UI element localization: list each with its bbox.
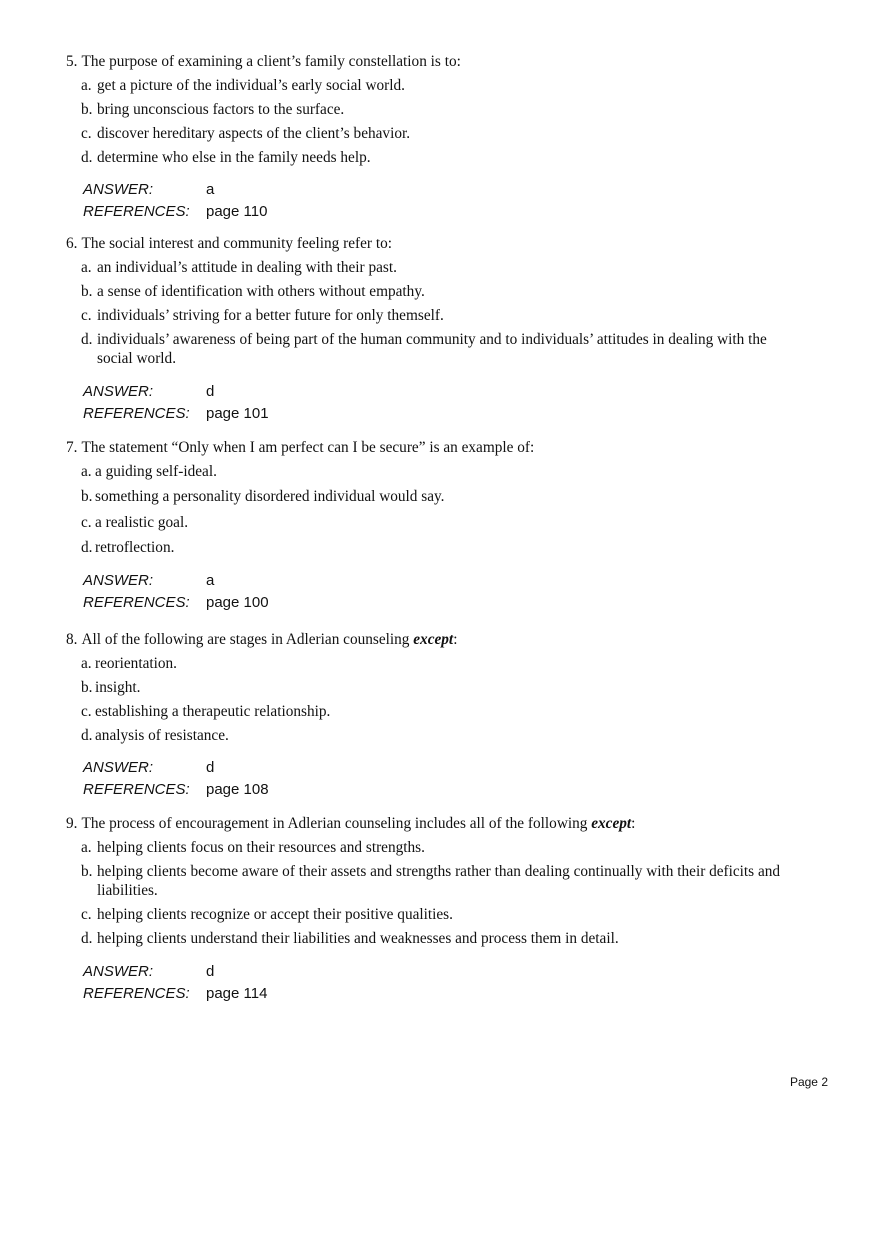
question-text: All of the following are stages in Adlerian counseling bbox=[81, 631, 414, 648]
answer-label: ANSWER: bbox=[83, 181, 154, 198]
question-stem bbox=[66, 438, 806, 457]
references-label: REFERENCES: bbox=[83, 781, 190, 798]
option-c: c. individuals’ striving for a better future for only themself. bbox=[81, 306, 444, 324]
answer-label: ANSWER: bbox=[83, 962, 154, 980]
question-7 bbox=[66, 438, 806, 614]
option-d: d. analysis of resistance. bbox=[81, 726, 229, 744]
question-9 bbox=[66, 814, 806, 1005]
question-text: The statement “Only when I am perfect can I be secure” is an example of: bbox=[81, 439, 535, 456]
option-a: a. get a picture of the individual’s early social world. bbox=[81, 76, 405, 94]
question-number: 6. bbox=[66, 235, 78, 252]
references-value: page 110 bbox=[206, 203, 268, 220]
answer-block bbox=[83, 381, 806, 425]
question-stem: 9. The process of encouragement in Adlerian counseling includes all of the following except: bbox=[66, 815, 636, 832]
option-a: a. helping clients focus on their resources and strengths. bbox=[81, 838, 425, 856]
question-8 bbox=[66, 630, 806, 801]
option-a: a. a guiding self-ideal. bbox=[81, 462, 217, 480]
question-number: 7. bbox=[66, 439, 78, 456]
references-value: page 101 bbox=[206, 404, 269, 422]
answer-block bbox=[83, 570, 806, 614]
question-stem bbox=[66, 234, 806, 253]
question-number: 8. bbox=[66, 631, 78, 648]
question-number: 9. bbox=[66, 815, 78, 832]
answer-label: ANSWER: bbox=[83, 759, 154, 776]
option-d: d. helping clients understand their liabilities and weaknesses and process them in detail. bbox=[81, 930, 619, 947]
page-number: Page 2 bbox=[789, 1075, 828, 1089]
references-label: REFERENCES: bbox=[83, 203, 190, 220]
question-5 bbox=[66, 52, 806, 223]
references-label: REFERENCES: bbox=[83, 984, 190, 1002]
question-stem: 8. All of the following are stages in Adlerian counseling except: bbox=[66, 631, 458, 648]
answer-label: ANSWER: bbox=[83, 382, 154, 400]
references-value: page 100 bbox=[206, 593, 269, 611]
option-c: c. helping clients recognize or accept their positive qualities. bbox=[81, 906, 453, 923]
emphasis-except: except bbox=[591, 815, 632, 832]
option-c: c. discover hereditary aspects of the client’s behavior. bbox=[81, 124, 411, 142]
answer-value: d bbox=[206, 962, 215, 980]
emphasis-except: except bbox=[413, 631, 454, 648]
option-b: b. something a personality disordered individual would say. bbox=[81, 488, 445, 505]
option-b: b. a sense of identification with others without empathy. bbox=[81, 282, 425, 300]
question-text: The purpose of examining a client’s family constellation is to: bbox=[81, 53, 461, 70]
references-value: page 108 bbox=[206, 781, 269, 798]
question-number: 5. bbox=[66, 53, 78, 70]
question-text: The process of encouragement in Adlerian counseling includes all of the following bbox=[81, 815, 592, 832]
answer-value: d bbox=[206, 759, 215, 776]
option-c: c. a realistic goal. bbox=[81, 513, 189, 531]
option-d: d. individuals’ awareness of being part of the human community and to individuals’ attitudes in dealing with the social world. bbox=[81, 330, 767, 367]
references-label: REFERENCES: bbox=[83, 593, 190, 611]
references-label: REFERENCES: bbox=[83, 404, 190, 422]
option-d: d. determine who else in the family needs help. bbox=[81, 148, 371, 166]
answer-value: a bbox=[206, 571, 215, 589]
option-b: b. bring unconscious factors to the surface. bbox=[81, 100, 345, 118]
option-c: c. establishing a therapeutic relationship. bbox=[81, 702, 331, 720]
answer-value: d bbox=[206, 382, 215, 400]
references-value: page 114 bbox=[206, 984, 268, 1002]
answer-block bbox=[83, 757, 806, 801]
option-d: d. retroflection. bbox=[81, 539, 175, 556]
answer-block bbox=[83, 961, 806, 1005]
question-text: The social interest and community feeling refer to: bbox=[81, 235, 392, 252]
answer-block bbox=[83, 179, 806, 223]
question-6 bbox=[66, 234, 806, 425]
question-stem bbox=[66, 52, 806, 71]
option-a: a. an individual’s attitude in dealing with their past. bbox=[81, 258, 397, 276]
option-a: a. reorientation. bbox=[81, 654, 177, 672]
option-b: b. helping clients become aware of their assets and strengths rather than dealing continually with their deficits and liabilities. bbox=[81, 862, 781, 899]
option-b: b. insight. bbox=[81, 678, 141, 696]
answer-label: ANSWER: bbox=[83, 571, 154, 589]
answer-value: a bbox=[206, 181, 215, 198]
